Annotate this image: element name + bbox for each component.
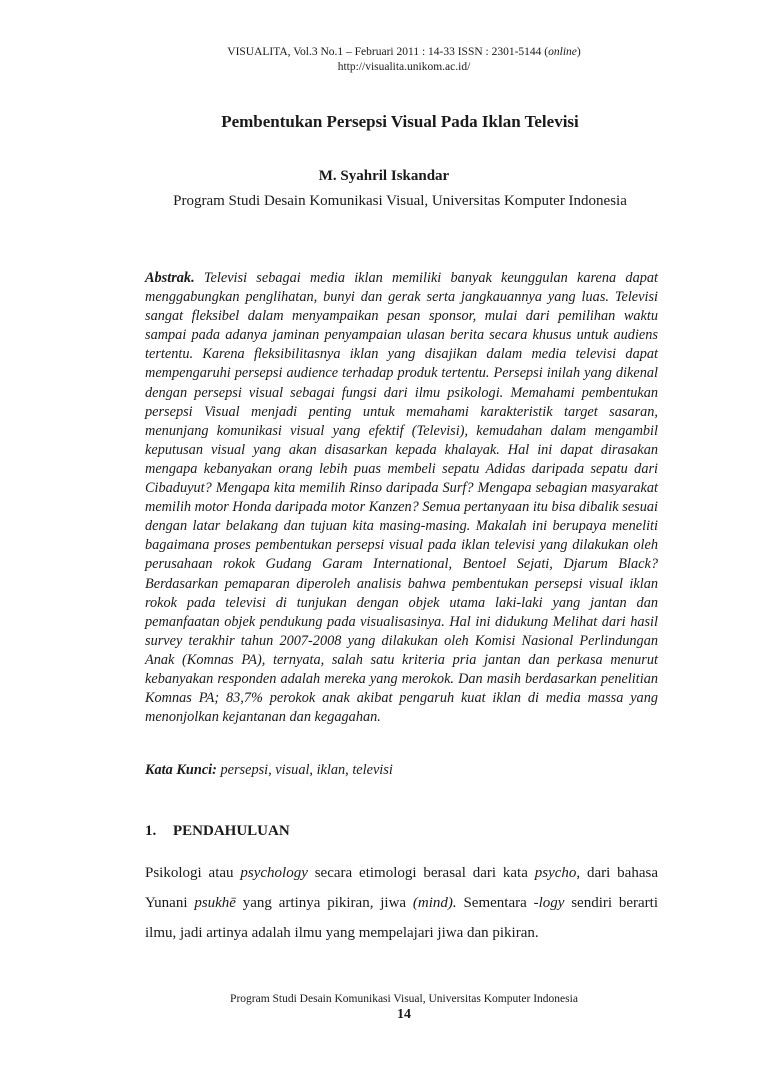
para-text-3: , dari bahasa Yunani [145, 865, 658, 911]
para-term-psukhe: psukhē [194, 895, 236, 911]
journal-online-label: online [548, 46, 577, 58]
para-text-5: Sementara [456, 895, 534, 911]
journal-citation: VISUALITA, Vol.3 No.1 – Februari 2011 : 14-33 ISSN : 2301-5144 ( [227, 46, 549, 58]
para-term-psychology: psychology [240, 865, 308, 881]
para-text-6: sendiri berarti ilmu, jadi artinya adalah ilmu yang mempelajari jiwa dan pikiran. [145, 895, 658, 941]
keywords-value: persepsi, visual, iklan, televisi [220, 762, 393, 778]
journal-citation-end: ) [576, 46, 581, 58]
keywords [145, 761, 658, 780]
section-number: 1. [145, 823, 157, 839]
author-name: M. Syahril Iskandar [318, 168, 450, 184]
paper-title: Pembentukan Persepsi Visual Pada Iklan Televisi [221, 112, 579, 131]
section-heading [145, 823, 290, 840]
author-affiliation: Program Studi Desain Komunikasi Visual, Universitas Komputer Indonesia [173, 193, 627, 209]
keywords-label: Kata Kunci: [145, 762, 217, 778]
para-text-2: secara etimologi berasal dari kata [307, 865, 535, 881]
footer-affiliation: Program Studi Desain Komunikasi Visual, Universitas Komputer Indonesia [230, 993, 578, 1005]
section-title: PENDAHULUAN [173, 823, 290, 839]
journal-header [20, 45, 768, 59]
journal-url: http://visualita.unikom.ac.id/ [337, 61, 471, 73]
para-term-mind: (mind). [412, 895, 457, 911]
abstract [145, 269, 658, 727]
para-term-psycho: psycho [534, 865, 577, 881]
para-text-4: yang artinya pikiran, jiwa [235, 895, 413, 911]
body-paragraph [145, 858, 658, 948]
para-text-1: Psikologi atau [145, 865, 241, 881]
para-term-logy: -logy [533, 895, 565, 911]
abstract-text: Televisi sebagai media iklan memiliki banyak keunggulan karena dapat menggabungkan penglihatan, bunyi dan gerak serta jangkauannya yang luas. Televisi sangat fleksibel dalam menyampaikan pesan sponsor, mulai dari pemilihan waktu sampai pada adanya jaminan penyampaian ulasan berita secara khusus untuk audiens tertentu. Karena fleksibilitasnya iklan yang disajikan dalam media televisi dapat mempengaruhi persepsi audience terhadap produk tertentu. Persepsi inilah yang dikenal dengan persepsi visual sebagai fungsi dari ilmu psikologi. Memahami pembentukan persepsi Visual menjadi penting untuk memahami karakteristik target sasaran, menunjang komunikasi visual yang efektif (Televisi), kemudahan dalam mengambil keputusan visual yang akan disasarkan kepada khalayak. Hal ini dapat dirasakan mengapa kebanyakan orang lebih puas membeli sepatu Adidas daripada sepatu dari Cibaduyut? Mengapa kita memilih Rinso daripada Surf? Mengapa sebagian masyarakat memilih motor Honda daripada motor Kanzen? Semua pertanyaan itu bisa dibalik sesuai dengan latar belakang dan tujuan kita masing-masing. Makalah ini berupaya meneliti bagaimana proses pembentukan persepsi visual pada iklan televisi yang dilakukan oleh perusahaan rokok Gudang Garam International, Bentoel Sejati, Djarum Black? Berdasarkan pemaparan diperoleh analisis bahwa pembentukan persepsi visual iklan rokok pada televisi di tunjukan dengan objek utama laki-laki yang jantan dan pemanfaatan objek pendukung pada visualisasinya. Hal ini didukung Melihat dari hasil survey terakhir tahun 2007-2008 yang dilakukan oleh Komisi Nasional Perlindungan Anak (Komnas PA), ternyata, salah satu kriteria pria jantan dan perkasa menurut kebanyakan responden adalah mereka yang merokok. Dan masih berdasarkan penelitian Komnas PA; 83,7% perokok anak akibat pengaruh kuat iklan di media massa yang menonjolkan kejantanan dan kegagahan. [145, 270, 658, 726]
abstract-label: Abstrak. [145, 270, 195, 286]
page-number: 14 [397, 1007, 411, 1022]
